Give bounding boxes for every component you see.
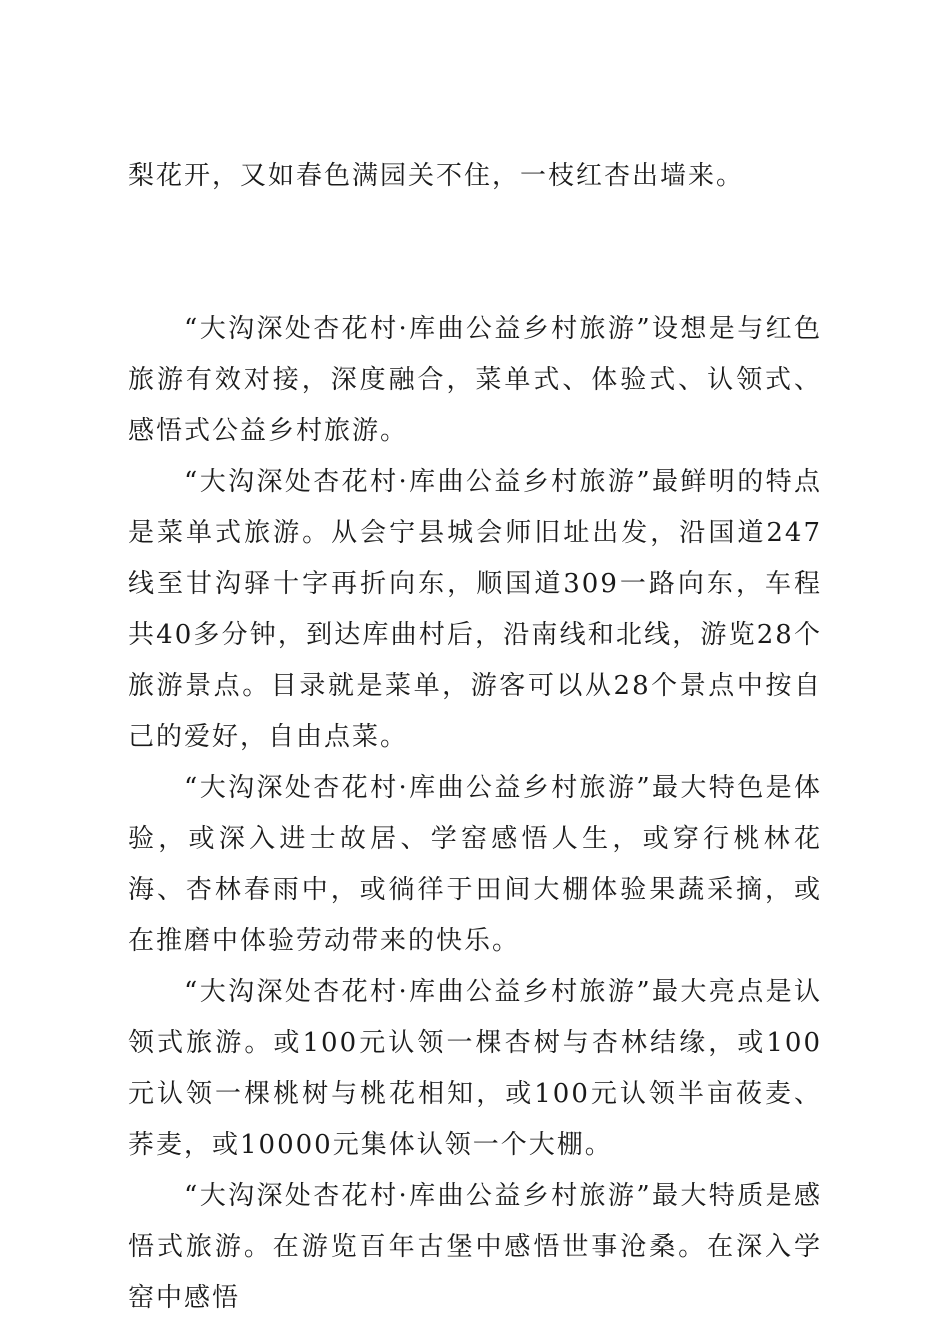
paragraph-adoption: “大沟深处杏花村·库曲公益乡村旅游”最大亮点是认领式旅游。或100元认领一棵杏树与杏林结缘，或100元认领一棵桃树与桃花相知，或100元认领半亩莜麦、荞麦，或10000元集体认领一个大棚。 <box>128 977 822 1160</box>
body-text-block <box>128 304 822 1324</box>
paragraph-reflection: “大沟深处杏花村·库曲公益乡村旅游”最大特质是感悟式旅游。在游览百年古堡中感悟世事沧桑。在深入学窑中感悟 <box>128 1181 822 1313</box>
intro-continuation-text: 梨花开，又如春色满园关不住，一枝红杏出墙来。 <box>128 161 745 191</box>
paragraph-menu-style: “大沟深处杏花村·库曲公益乡村旅游”最鲜明的特点是菜单式旅游。从会宁县城会师旧址出发，沿国道247线至甘沟驿十字再折向东，顺国道309一路向东，车程共40多分钟，到达库曲村后，沿南线和北线，游览28个旅游景点。目录就是菜单，游客可以从28个景点中按自己的爱好，自由点菜。 <box>128 467 822 752</box>
paragraph-concept: “大沟深处杏花村·库曲公益乡村旅游”设想是与红色旅游有效对接，深度融合，菜单式、体验式、认领式、感悟式公益乡村旅游。 <box>128 314 822 446</box>
paragraph-experience: “大沟深处杏花村·库曲公益乡村旅游”最大特色是体验，或深入进士故居、学窑感悟人生，或穿行桃林花海、杏林春雨中，或徜徉于田间大棚体验果蔬采摘，或在推磨中体验劳动带来的快乐。 <box>128 773 822 956</box>
intro-block <box>128 151 822 202</box>
